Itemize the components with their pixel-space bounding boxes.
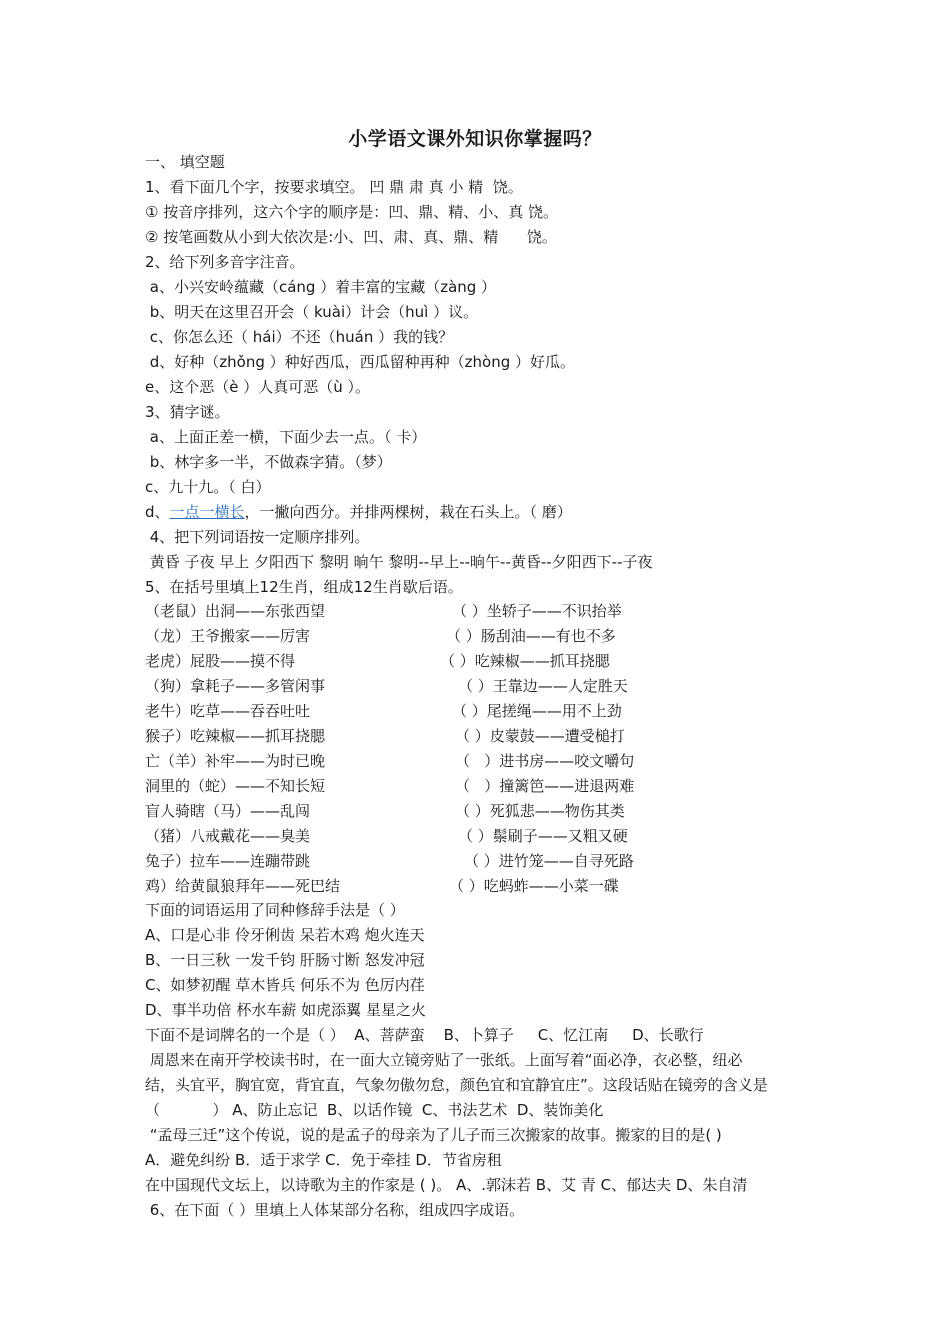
zodiac-right: （ ）坐轿子——不识抬举: [452, 602, 622, 620]
question-2-prompt: 2、给下列多音字注音。: [145, 253, 305, 271]
zodiac-left: 洞里的（蛇）——不知长短: [145, 777, 326, 795]
zodiac-right: （ ）肠刮油——有也不多: [446, 627, 616, 645]
question-1-answer-1: ① 按音序排列，这六个字的顺序是：凹、鼎、精、小、真 饶。: [145, 203, 558, 221]
riddle-d-prefix: d、: [145, 503, 170, 521]
rhetoric-option-d: D、事半功倍 杯水车薪 如虎添翼 星星之火: [145, 1001, 426, 1019]
zodiac-left: （龙）王爷搬家——厉害: [145, 627, 311, 645]
poet-question: 在中国现代文坛上，以诗歌为主的作家是 ( )。 A、.郭沫若 B、艾 青 C、郁达夫 D、朱自清: [145, 1176, 748, 1194]
zodiac-right: （ ）撞篱笆——进退两难: [455, 777, 635, 795]
zodiac-right: （ ）死狐悲——物伤其类: [455, 802, 625, 820]
question-1-answer-2: ② 按笔画数从小到大依次是:小、凹、肃、真、鼎、精 饶。: [145, 228, 557, 246]
riddle-d-rest: ，一撇向西分。并排两棵树，栽在石头上。（ 磨）: [244, 503, 572, 521]
rhetoric-option-a: A、口是心非 伶牙俐齿 呆若木鸡 炮火连天: [145, 926, 425, 944]
question-4-prompt: 4、把下列词语按一定顺序排列。: [145, 528, 370, 546]
question-3-item-a: a、上面正差一横，下面少去一点。（ 卡）: [145, 428, 427, 446]
question-3-item-d: [145, 502, 572, 522]
zodiac-right: （ ）尾搓绳——用不上劲: [452, 702, 622, 720]
zodiac-left: （猪）八戒戴花——臭美: [145, 827, 311, 845]
question-3-item-b: b、林字多一半，不做森字猜。（梦）: [145, 453, 392, 471]
question-3-prompt: 3、猜字谜。: [145, 403, 230, 421]
question-4-answer: 黄昏 子夜 早上 夕阳西下 黎明 晌午 黎明--早上--晌午--黄昏--夕阳西下--子夜: [145, 553, 653, 571]
zhou-enlai-line-1: 周恩来在南开学校读书时，在一面大立镜旁贴了一张纸。上面写着“面必净，衣必整，纽必: [145, 1051, 743, 1069]
page-title: 小学语文课外知识你掌握吗？: [348, 128, 602, 150]
question-3-item-c: c、九十九。（ 白）: [145, 478, 271, 496]
rhetoric-option-c: C、如梦初醒 草木皆兵 何乐不为 色厉内荏: [145, 976, 425, 994]
rhetoric-option-b: B、一日三秋 一发千钧 肝肠寸断 怒发冲冠: [145, 951, 425, 969]
riddle-d-link[interactable]: 一点一横长: [169, 503, 245, 521]
zhou-enlai-line-2: 结，头宜平，胸宜宽，背宜直，气象勿傲勿怠，颜色宜和宜静宜庄”。这段话贴在镜旁的含义是: [145, 1076, 768, 1094]
zodiac-left: （狗）拿耗子——多管闲事: [145, 677, 326, 695]
zhou-enlai-line-3: （ ） A、防止忘记 B、以话作镜 C、书法艺术 D、装饰美化: [145, 1101, 604, 1119]
question-2-item-a: a、小兴安岭蕴藏（cáng ）着丰富的宝藏（zàng ）: [145, 278, 497, 296]
zodiac-left: 老牛）吃草——吞吞吐吐: [145, 702, 311, 720]
zodiac-left: 鸡）给黄鼠狼拜年——死巴结: [145, 877, 341, 895]
mengmu-line-2: A．避免纠纷 B．适于求学 C．免于牵挂 D．节省房租: [145, 1151, 502, 1169]
zodiac-right: （ ）皮蒙鼓——遭受槌打: [455, 727, 625, 745]
question-2-item-b: b、明天在这里召开会（ kuài）计会（huì ）议。: [145, 303, 479, 321]
zodiac-right: （ ）进书房——咬文嚼句: [455, 752, 635, 770]
cipai-question: 下面不是词牌名的一个是（ ） A、菩萨蛮 B、卜算子 C、忆江南 D、长歌行: [145, 1026, 704, 1044]
zodiac-left: （老鼠）出洞——东张西望: [145, 602, 326, 620]
zodiac-right: （ ）吃蚂蚱——小菜一碟: [449, 877, 619, 895]
question-2-item-e: e、这个恶（è ）人真可恶（ù ）。: [145, 378, 371, 396]
question-2-item-d: d、好种（zhǒng ）种好西瓜，西瓜留种再种（zhòng ）好瓜。: [145, 353, 575, 371]
zodiac-right: （ ）王靠边——人定胜天: [458, 677, 628, 695]
zodiac-left: 老虎）屁股——摸不得: [145, 652, 296, 670]
zodiac-left: 猴子）吃辣椒——抓耳挠腮: [145, 727, 326, 745]
section-heading: 一、 填空题: [145, 153, 225, 171]
zodiac-left: 盲人骑瞎（马）——乱闯: [145, 802, 311, 820]
zodiac-right: （ ）鬃刷子——又粗又硬: [458, 827, 628, 845]
question-1-prompt: 1、看下面几个字，按要求填空。 凹 鼎 肃 真 小 精 饶。: [145, 178, 523, 196]
question-6-prompt: 6、在下面（ ）里填上人体某部分名称，组成四字成语。: [145, 1201, 525, 1219]
rhetoric-prompt: 下面的词语运用了同种修辞手法是（ ）: [145, 901, 405, 919]
zodiac-left: 兔子）拉车——连蹦带跳: [145, 852, 311, 870]
zodiac-left: 亡（羊）补牢——为时已晚: [145, 752, 326, 770]
question-2-item-c: c、你怎么还（ hái）不还（huán ）我的钱？: [145, 328, 454, 346]
question-5-prompt: 5、在括号里填上12生肖，组成12生肖歇后语。: [145, 578, 463, 596]
zodiac-right: （ ）吃辣椒——抓耳挠腮: [440, 652, 610, 670]
mengmu-line-1: “孟母三迁”这个传说，说的是孟子的母亲为了儿子而三次搬家的故事。搬家的目的是( ): [145, 1126, 722, 1144]
zodiac-right: （ ）进竹笼——自寻死路: [464, 852, 634, 870]
